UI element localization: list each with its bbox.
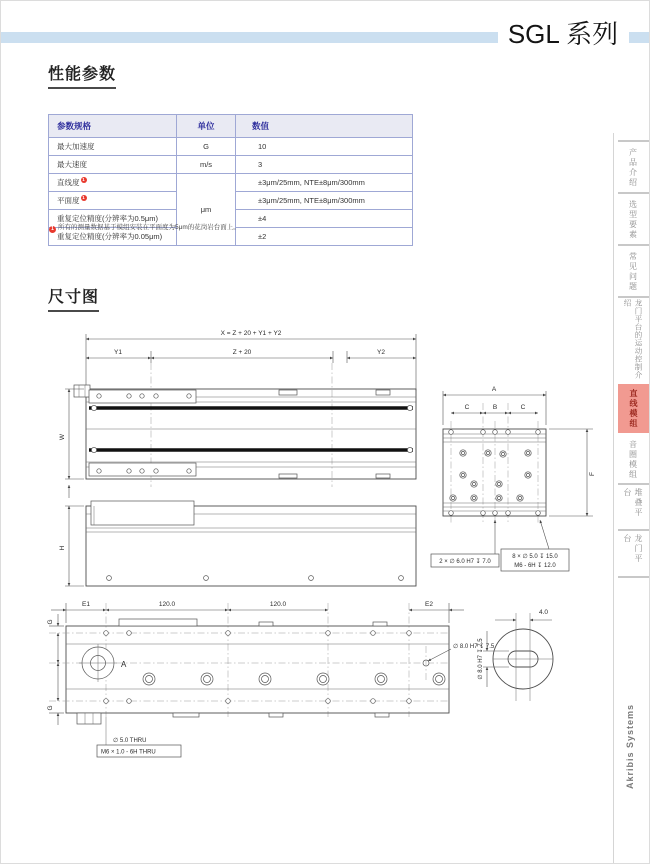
sidebar-separator bbox=[618, 483, 650, 485]
table-row bbox=[49, 174, 413, 192]
param-text: 平面度 bbox=[57, 196, 80, 205]
cell-param: 重复定位精度(分辨率为0.5μm) bbox=[49, 210, 177, 228]
table-header-row bbox=[49, 115, 413, 138]
cell-value: ±3μm/25mm, NTE±8μm/300mm bbox=[236, 174, 413, 192]
cell-param bbox=[49, 174, 177, 192]
dim-label-g-top: G bbox=[47, 619, 54, 625]
callout-counterbore: 2 × ∅ 6.0 H7 ↧ 7.0 bbox=[439, 559, 491, 565]
sidebar-separator bbox=[618, 192, 650, 194]
top-view bbox=[59, 330, 416, 498]
sidebar-separator bbox=[618, 529, 650, 531]
sidebar-separator bbox=[618, 244, 650, 246]
cell-value: ±2 bbox=[236, 228, 413, 246]
cell-unit-merged: μm bbox=[177, 174, 236, 246]
header-band-right bbox=[629, 32, 650, 43]
dim-label-g-bottom: G bbox=[47, 705, 54, 711]
end-view bbox=[431, 386, 596, 571]
cell-unit: G bbox=[177, 138, 236, 156]
sidebar-tab-gantry-stage[interactable]: 龙门平台 bbox=[623, 534, 643, 564]
note-badge-icon: 1 bbox=[49, 226, 56, 233]
sidebar-tab-voice-coil-module[interactable]: 音圈模组 bbox=[628, 440, 638, 480]
dim-label-b: B bbox=[492, 404, 498, 411]
page-title: SGL 系列 bbox=[507, 19, 619, 49]
table-footnote bbox=[48, 222, 240, 233]
sidebar-tab-selection-factors[interactable]: 选型要素 bbox=[628, 200, 638, 240]
cell-param: 重复定位精度(分辨率为0.05μm) bbox=[49, 228, 177, 246]
dim-label-y2: Y2 bbox=[377, 349, 385, 356]
col-header-param: 参数规格 bbox=[49, 115, 177, 138]
brand-name-vertical: Akribis Systems bbox=[625, 703, 635, 789]
sidebar-separator bbox=[618, 296, 650, 298]
section-heading-dimensions: 尺寸图 bbox=[48, 284, 99, 312]
dim-label-slot-width: 4.0 bbox=[539, 609, 549, 616]
detail-view bbox=[477, 609, 553, 701]
sidebar-separator bbox=[618, 140, 650, 142]
dim-label-h: H bbox=[59, 545, 66, 551]
dim-label-c-right: C bbox=[520, 404, 526, 411]
dimension-drawings bbox=[31, 321, 616, 771]
note-badge-icon: 1 bbox=[82, 177, 85, 182]
side-view bbox=[59, 501, 416, 586]
dim-label-f: F bbox=[589, 472, 596, 476]
dim-label-z: Z + 20 bbox=[232, 349, 252, 356]
cell-value: 10 bbox=[236, 138, 413, 156]
dim-label-120-a: 120.0 bbox=[158, 601, 176, 608]
sidebar-separator bbox=[618, 576, 650, 578]
note-badge-icon: 1 bbox=[82, 195, 85, 200]
cell-value: ±3μm/25mm, NTE±8μm/300mm bbox=[236, 192, 413, 210]
sidebar-tab-stacked-stage[interactable]: 堆叠平台 bbox=[623, 488, 643, 518]
cell-param: 最大加速度 bbox=[49, 138, 177, 156]
sidebar-tab-product-intro[interactable]: 产品介绍 bbox=[628, 148, 638, 188]
footnote-text: 所有的测量数据基于模组安装在平面度为5μm的花岗岩台面上。 bbox=[58, 224, 240, 231]
callout-tapped-line1: 8 × ∅ 5.0 ↧ 15.0 bbox=[512, 554, 558, 560]
col-header-unit: 单位 bbox=[177, 115, 236, 138]
dim-label-c-left: C bbox=[464, 404, 470, 411]
sidebar-tab-linear-module-active[interactable]: 直线模组 bbox=[618, 384, 649, 433]
table-row bbox=[49, 156, 413, 174]
cell-unit: m/s bbox=[177, 156, 236, 174]
sidebar-divider bbox=[613, 133, 614, 864]
cell-param bbox=[49, 192, 177, 210]
callout-tapped-line2: M6 - 6H ↧ 12.0 bbox=[514, 563, 556, 569]
dim-label-e2: E2 bbox=[425, 601, 433, 608]
col-header-value: 数值 bbox=[236, 115, 413, 138]
dim-label-e1: E1 bbox=[82, 601, 90, 608]
dim-label-detail-hole: ∅ 8.0 H7 ↧ 7.5 bbox=[478, 638, 484, 680]
dim-label-a: A bbox=[491, 386, 497, 393]
callout-thru-line1: ∅ 5.0 THRU bbox=[113, 738, 147, 744]
dim-label-y1: Y1 bbox=[114, 349, 122, 356]
cell-value: ±4 bbox=[236, 210, 413, 228]
header-band-left bbox=[1, 32, 498, 43]
dim-label-120-b: 120.0 bbox=[269, 601, 287, 608]
callout-dowel-hole: ∅ 8.0 H7 ↧ 7.5 bbox=[453, 644, 495, 650]
cell-value: 3 bbox=[236, 156, 413, 174]
cell-param: 最大速度 bbox=[49, 156, 177, 174]
sidebar-tab-gantry-motion-control[interactable]: 龙门平台的运动控制介绍 bbox=[623, 299, 643, 379]
datum-label-a: A bbox=[121, 660, 127, 669]
bottom-view bbox=[47, 601, 495, 757]
callout-thru-line2: M6 × 1.0 - 6H THRU bbox=[101, 749, 156, 756]
table-row bbox=[49, 138, 413, 156]
param-text: 直线度 bbox=[57, 178, 80, 187]
dim-label-x: X = Z + 20 + Y1 + Y2 bbox=[220, 330, 282, 337]
dim-label-w: W bbox=[59, 433, 66, 441]
section-heading-performance: 性能参数 bbox=[48, 61, 116, 89]
sidebar-tab-faq[interactable]: 常见问题 bbox=[628, 252, 638, 292]
